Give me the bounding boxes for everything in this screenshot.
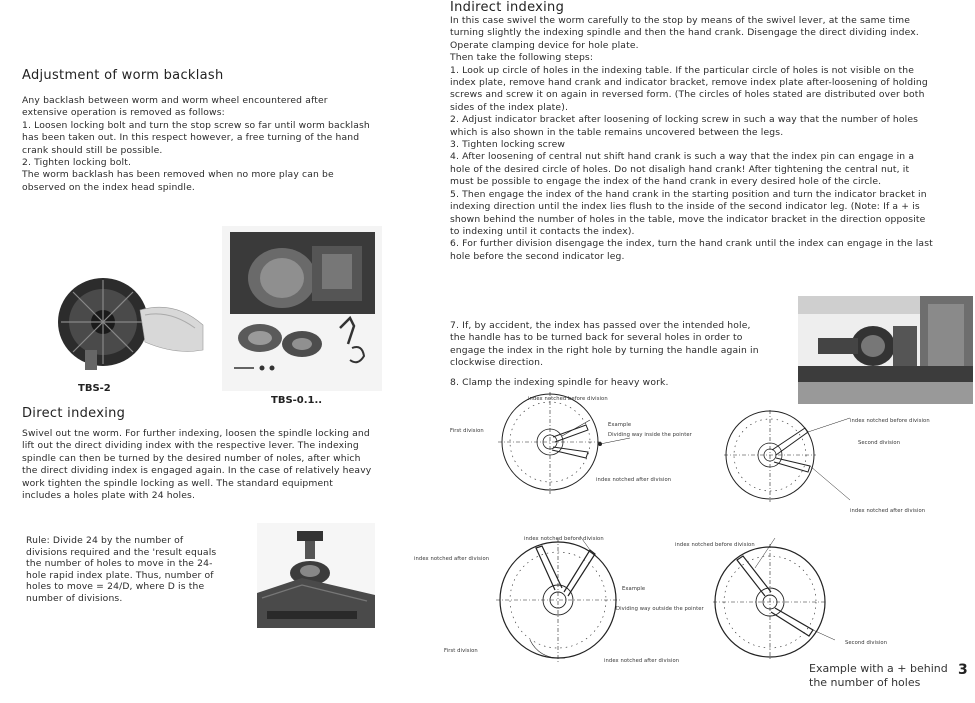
label-notched-before: index notched before division xyxy=(524,536,604,542)
machine-photo xyxy=(798,296,973,404)
indirect-step: 2. Adjust indicator bracket after loosening of locking screw in such a way that the number of holes which is also shown in the table remains uncovered between the legs. xyxy=(450,114,919,138)
diagram-inside-second-division xyxy=(710,410,975,520)
tbs2-photo xyxy=(45,270,205,375)
footer-caption-line: the number of holes xyxy=(809,676,921,689)
tbs01-photo xyxy=(222,226,382,391)
backlash-paragraph: 2. Tighten locking bolt. xyxy=(22,157,132,169)
label-notched-before: index notched before division xyxy=(850,418,930,424)
indirect-then: Then take the following steps: xyxy=(450,52,594,64)
label-dividing-inside: Dividing way inside the pointer xyxy=(608,432,692,438)
indirect-intro: In this case swivel the worm carefully to the stop by means of the swivel lever, at the same time turning slightly the indexing spindle and then the hand crank. Disengage the direct dividing index. Operate clamping device for hole plate. xyxy=(450,15,919,51)
backlash-paragraph: The worm backlash has been removed when no more play can be observed on the index head spindle. xyxy=(22,169,334,193)
index-plate-drawing xyxy=(710,410,975,520)
backlash-body xyxy=(22,95,372,194)
label-notched-before: index notched before division xyxy=(528,396,608,402)
page-number: 3 xyxy=(958,662,968,678)
indirect-step: 3. Tighten locking screw xyxy=(450,139,566,151)
label-first-division: First division xyxy=(450,428,484,434)
indirect-step-7: 7. If, by accident, the index has passed over the intended hole, the handle has to be turned back for several holes in order to engage the index in the right hole by turning the handle again in clockwise direction. xyxy=(450,320,759,369)
label-notched-before: index notched before division xyxy=(675,542,755,548)
left-page xyxy=(0,0,440,703)
label-dividing-outside: Dividing way outside the pointer xyxy=(616,606,704,612)
indirect-step-8: 8. Clamp the indexing spindle for heavy work. xyxy=(450,377,669,388)
footer-caption xyxy=(809,662,948,690)
diagram-outside-second-division xyxy=(655,530,975,660)
backlash-paragraph: Any backlash between worm and worm wheel encountered after extensive operation is removed as follows: xyxy=(22,95,328,119)
label-second-division: Second division xyxy=(845,640,888,646)
indirect-indexing-body xyxy=(450,15,935,263)
direct-indexing-body: Swivel out tne worm. For further indexing, loosen the spindle locking and lift out the direct dividing index with the respective lever. The indexing spindle can then be turned by the desired number of noles, after which the direct dividing index is engaged again. In the case of relatively heavy work tighten the spindle locking as well. The standard equipment includes a holes plate with 24 holes. xyxy=(22,428,372,502)
label-example: Example xyxy=(608,422,632,428)
footer-caption-line: Example with a + behind xyxy=(809,662,948,675)
indirect-indexing-heading: Indirect indexing xyxy=(450,0,565,15)
indirect-step: 4. After loosening of central nut shift hand crank is such a way that the index pin can engage in a hole of the desired circle of holes. Do not disaligh hand crank! After tightening the central nut, it must be possible to engage the index of the hand crank in every desired hole of the circle. xyxy=(450,151,915,188)
label-example: Example xyxy=(622,586,646,592)
label-second-division: Second division xyxy=(858,440,901,446)
right-page xyxy=(414,0,975,703)
index-plate-drawing xyxy=(655,530,975,660)
tbs01-caption: TBS-0.1.. xyxy=(271,395,323,406)
tbs2-caption: TBS-2 xyxy=(78,383,111,394)
backlash-paragraph: 1. Loosen locking bolt and turn the stop screw so far until worm backlash has been taken out. In this respect however, a free turning of the hand crank should still be possible. xyxy=(22,119,370,156)
label-notched-after: index notched after division xyxy=(414,556,490,562)
indirect-step: 1. Look up circle of holes in the indexing table. If the particular circle of holes is not visible on the index plate, remove hand crank and indicator bracket, remove index plate after-loosening of holding screws and screw it on again in reversed form. (The circles of holes stated are distributed over both sides of the index plate). xyxy=(450,64,928,113)
backlash-heading: Adjustment of worm backlash xyxy=(22,68,224,83)
label-notched-after: index notched after division xyxy=(850,508,926,514)
direct-indexing-heading: Direct indexing xyxy=(22,406,126,421)
index-plate-drawing xyxy=(440,392,740,502)
indirect-step: 6. For further division disengage the index, turn the hand crank until the index can engage in the last hole before the second indicator leg. xyxy=(450,238,933,262)
diagram-inside-first-division xyxy=(440,392,740,502)
label-notched-after-bottom: index notched after division xyxy=(604,658,680,664)
indirect-step: 5. Then engage the index of the hand crank in the starting position and turn the indicator bracket in indexing direction until the index lies flush to the inside of the second indicator leg. (Note: If a + is shown behind the number of holes in the table, move the indicator bracket in the direction opposite to indexing until it contacts the index). xyxy=(450,188,927,237)
spindle-photo xyxy=(257,523,375,628)
label-notched-after: index notched after division xyxy=(596,477,672,483)
rule-text: Rule: Divide 24 by the number of divisions required and the 'result equals the number of holes to move in the 24-hole rapid index plate. Thus, number of holes to move = 24/D, where D is the number of divisions. xyxy=(26,535,217,604)
label-first-division: First division xyxy=(444,648,478,654)
